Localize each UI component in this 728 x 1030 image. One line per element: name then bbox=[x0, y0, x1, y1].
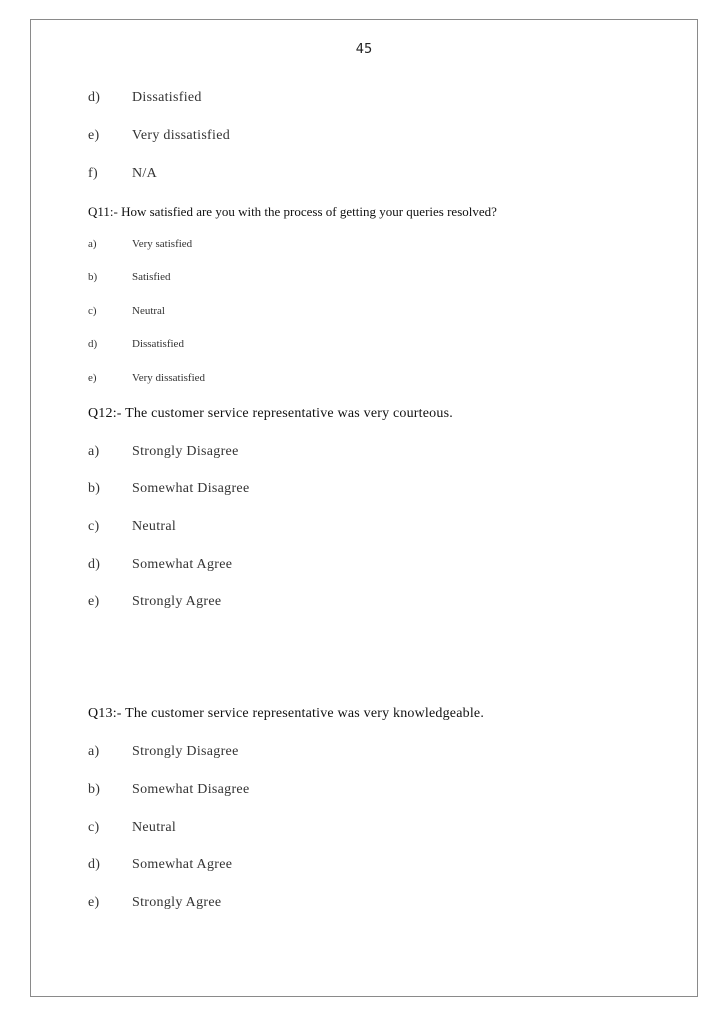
option-text: Dissatisfied bbox=[132, 90, 202, 105]
option-label: e) bbox=[88, 128, 100, 143]
option-label: e) bbox=[88, 372, 97, 384]
option-text: Somewhat Agree bbox=[132, 557, 233, 572]
option-label: b) bbox=[88, 271, 98, 283]
option-text: Very satisfied bbox=[132, 238, 193, 250]
option-text: Somewhat Disagree bbox=[132, 481, 250, 496]
option-text: Somewhat Agree bbox=[132, 857, 233, 872]
option-text: Neutral bbox=[132, 519, 177, 534]
list-item bbox=[88, 305, 165, 317]
option-text: Strongly Disagree bbox=[132, 444, 239, 459]
question-q12: Q12:- The customer service representative was very courteous. bbox=[88, 406, 453, 421]
option-text: Satisfied bbox=[132, 271, 171, 283]
option-label: d) bbox=[88, 338, 98, 350]
list-item bbox=[88, 895, 221, 911]
list-item bbox=[88, 519, 176, 535]
option-label: c) bbox=[88, 305, 97, 317]
option-text: N/A bbox=[132, 166, 158, 181]
option-label: a) bbox=[88, 744, 100, 759]
list-item bbox=[88, 744, 239, 760]
list-item bbox=[88, 372, 205, 384]
option-text: Strongly Disagree bbox=[132, 744, 239, 759]
list-item bbox=[88, 238, 192, 250]
list-item bbox=[88, 128, 230, 144]
option-text: Dissatisfied bbox=[132, 338, 184, 350]
list-item bbox=[88, 166, 157, 182]
option-label: b) bbox=[88, 782, 101, 797]
option-text: Neutral bbox=[132, 305, 165, 317]
option-text: Very dissatisfied bbox=[132, 372, 206, 384]
option-label: f) bbox=[88, 166, 98, 181]
question-q11: Q11:- How satisfied are you with the process of getting your queries resolved? bbox=[88, 204, 497, 219]
list-item bbox=[88, 594, 221, 610]
list-item bbox=[88, 444, 239, 460]
option-label: d) bbox=[88, 857, 101, 872]
list-item bbox=[88, 782, 249, 798]
list-item bbox=[88, 557, 232, 573]
option-label: a) bbox=[88, 444, 100, 459]
option-label: a) bbox=[88, 238, 97, 250]
list-item bbox=[88, 481, 249, 497]
option-label: c) bbox=[88, 820, 100, 835]
option-label: b) bbox=[88, 481, 101, 496]
option-label: d) bbox=[88, 557, 101, 572]
page-number: 45 bbox=[355, 42, 373, 57]
option-label: c) bbox=[88, 519, 100, 534]
option-text: Neutral bbox=[132, 820, 177, 835]
option-label: e) bbox=[88, 594, 100, 609]
list-item bbox=[88, 857, 232, 873]
option-text: Strongly Agree bbox=[132, 895, 222, 910]
list-item bbox=[88, 820, 176, 836]
option-text: Very dissatisfied bbox=[132, 128, 231, 143]
list-item bbox=[88, 271, 171, 283]
option-text: Strongly Agree bbox=[132, 594, 222, 609]
option-label: e) bbox=[88, 895, 100, 910]
list-item bbox=[88, 90, 202, 106]
option-label: d) bbox=[88, 90, 101, 105]
question-q13: Q13:- The customer service representative was very knowledgeable. bbox=[88, 706, 485, 721]
list-item bbox=[88, 338, 184, 350]
option-text: Somewhat Disagree bbox=[132, 782, 250, 797]
